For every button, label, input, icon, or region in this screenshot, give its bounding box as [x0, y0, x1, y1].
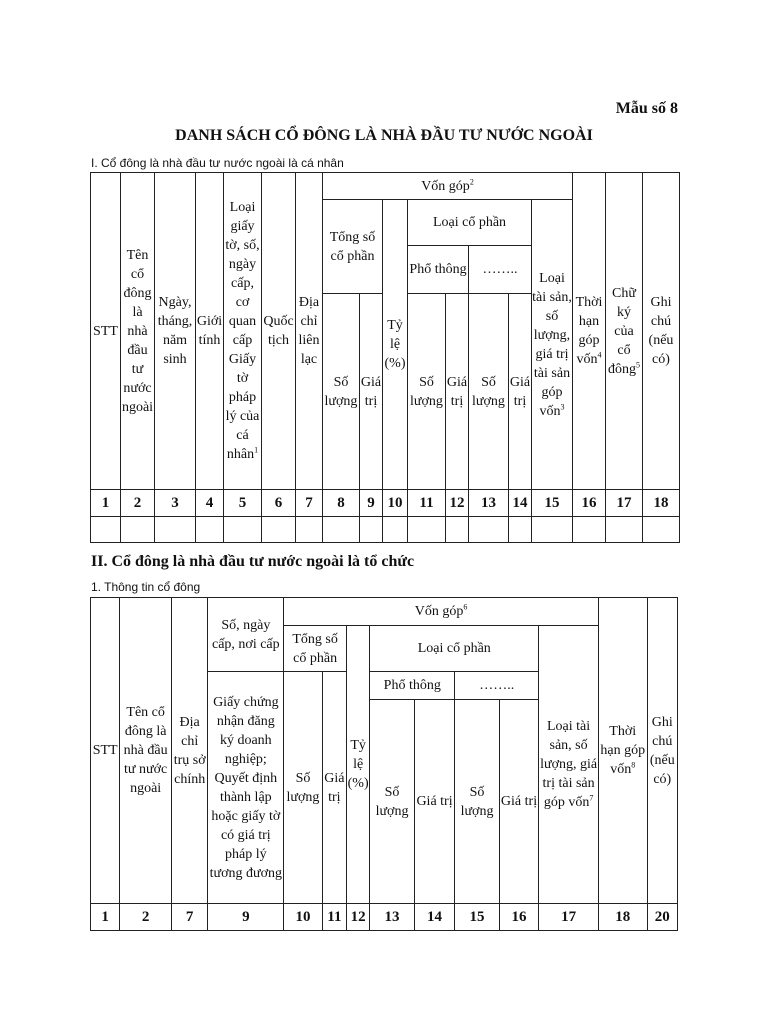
header-common-shares: Phổ thông — [408, 246, 469, 294]
header-other-value: Giá trị — [499, 700, 538, 904]
column-number: 15 — [455, 904, 500, 931]
column-number: 9 — [208, 904, 284, 931]
header-total-quantity: Số lượng — [323, 294, 360, 490]
column-number: 11 — [408, 490, 446, 517]
header-name: Tên cổ đông là nhà đầu tư nước ngoài — [121, 173, 155, 490]
header-term-label: Thời hạn góp vốn — [575, 295, 603, 367]
header-nationality: Quốc tịch — [262, 173, 296, 490]
column-number: 3 — [155, 490, 196, 517]
column-number: 18 — [643, 490, 680, 517]
column-number: 10 — [383, 490, 408, 517]
header-asset-type — [532, 200, 573, 490]
header-term — [573, 173, 606, 490]
header-asset-type — [539, 626, 599, 904]
column-number: 17 — [606, 490, 643, 517]
header-common-quantity: Số lượng — [408, 294, 446, 490]
header-ratio: Tỷ lệ (%) — [347, 626, 370, 904]
header-address: Địa chỉ liên lạc — [296, 173, 323, 490]
column-number: 2 — [121, 490, 155, 517]
header-note: Ghi chú (nếu có) — [647, 598, 677, 904]
footnote-8: 8 — [631, 760, 636, 770]
header-other-quantity: Số lượng — [469, 294, 509, 490]
header-term — [598, 598, 647, 904]
column-number: 5 — [224, 490, 262, 517]
footnote-2: 2 — [469, 176, 474, 186]
header-ratio: Tỷ lệ (%) — [383, 200, 408, 490]
footnote-1: 1 — [254, 445, 259, 455]
header-asset-type-label: Loại tài sản, số lượng, giá trị tài sản góp vốn — [540, 719, 598, 810]
column-number: 13 — [370, 904, 415, 931]
header-hq-address: Địa chỉ trụ sở chính — [171, 598, 207, 904]
header-signature — [606, 173, 643, 490]
organization-shareholders-table — [90, 597, 678, 931]
header-total-shares: Tổng số cổ phần — [284, 626, 347, 672]
column-number: 7 — [296, 490, 323, 517]
column-number: 20 — [647, 904, 677, 931]
document-title: DANH SÁCH CỔ ĐÔNG LÀ NHÀ ĐẦU TƯ NƯỚC NGOÀI — [175, 127, 593, 144]
column-number: 6 — [262, 490, 296, 517]
column-number: 11 — [322, 904, 346, 931]
footnote-5: 5 — [636, 359, 640, 369]
table-row — [91, 517, 680, 543]
header-total-shares: Tổng số cổ phần — [323, 200, 383, 294]
column-number: 12 — [446, 490, 469, 517]
header-other-quantity: Số lượng — [455, 700, 500, 904]
column-number: 1 — [91, 490, 121, 517]
header-name: Tên cổ đông là nhà đầu tư nước ngoài — [120, 598, 172, 904]
header-other-value: Giá trị — [509, 294, 532, 490]
header-stt: STT — [91, 598, 120, 904]
header-capital — [284, 598, 599, 626]
header-share-type: Loại cổ phần — [370, 626, 539, 672]
column-number: 7 — [171, 904, 207, 931]
header-id-doc-label: Loại giấy tờ, số, ngày cấp, cơ quan cấp Giấy tờ pháp lý của cá nhân — [225, 200, 260, 462]
column-number: 1 — [91, 904, 120, 931]
header-capital-label: Vốn góp — [414, 604, 464, 619]
footnote-7: 7 — [589, 793, 594, 803]
header-term-label: Thời hạn góp vốn — [600, 724, 646, 777]
column-number: 12 — [347, 904, 370, 931]
individual-shareholders-table — [90, 172, 680, 543]
column-number: 2 — [120, 904, 172, 931]
header-total-value: Giá trị — [360, 294, 383, 490]
header-common-value: Giá trị — [414, 700, 454, 904]
footnote-6: 6 — [463, 602, 468, 612]
column-number: 10 — [284, 904, 322, 931]
column-number: 18 — [598, 904, 647, 931]
form-number: Mẫu số 8 — [615, 100, 678, 117]
column-number: 9 — [360, 490, 383, 517]
header-capital-label: Vốn góp — [421, 178, 470, 194]
header-common-value: Giá trị — [446, 294, 469, 490]
column-number: 16 — [499, 904, 538, 931]
footnote-3: 3 — [560, 401, 565, 411]
column-number: 4 — [196, 490, 224, 517]
column-number: 13 — [469, 490, 509, 517]
header-registration-top: Số, ngày cấp, nơi cấp — [208, 598, 284, 672]
header-total-quantity: Số lượng — [284, 672, 322, 904]
header-stt: STT — [91, 173, 121, 490]
header-share-type: Loại cổ phần — [408, 200, 532, 246]
header-total-value: Giá trị — [322, 672, 346, 904]
header-capital — [323, 173, 573, 200]
footnote-4: 4 — [597, 350, 602, 360]
section2-subheading: 1. Thông tin cổ đông — [91, 580, 201, 594]
header-signature-label: Chữ ký của cổ đông — [608, 285, 636, 377]
column-number: 16 — [573, 490, 606, 517]
header-common-shares: Phổ thông — [370, 672, 455, 700]
header-asset-type-label: Loại tài sản, số lượng, giá trị tài sản góp vốn — [532, 270, 572, 419]
header-common-quantity: Số lượng — [370, 700, 415, 904]
header-registration-bottom: Giấy chứng nhận đăng ký doanh nghiệp; Quyết định thành lập hoặc giấy tờ có giá trị pháp lý tương đương — [208, 672, 284, 904]
header-other-shares: …….. — [455, 672, 539, 700]
header-dob: Ngày, tháng, năm sinh — [155, 173, 196, 490]
header-gender: Giới tính — [196, 173, 224, 490]
header-note: Ghi chú (nếu có) — [643, 173, 680, 490]
column-number: 8 — [323, 490, 360, 517]
column-number: 14 — [414, 904, 454, 931]
header-other-shares: …….. — [469, 246, 532, 294]
section2-heading: II. Cổ đông là nhà đầu tư nước ngoài là tổ chức — [91, 553, 415, 570]
column-number: 17 — [539, 904, 599, 931]
column-number: 15 — [532, 490, 573, 517]
column-number: 14 — [509, 490, 532, 517]
header-id-doc — [224, 173, 262, 490]
section1-heading: I. Cổ đông là nhà đầu tư nước ngoài là cá nhân — [91, 156, 344, 170]
